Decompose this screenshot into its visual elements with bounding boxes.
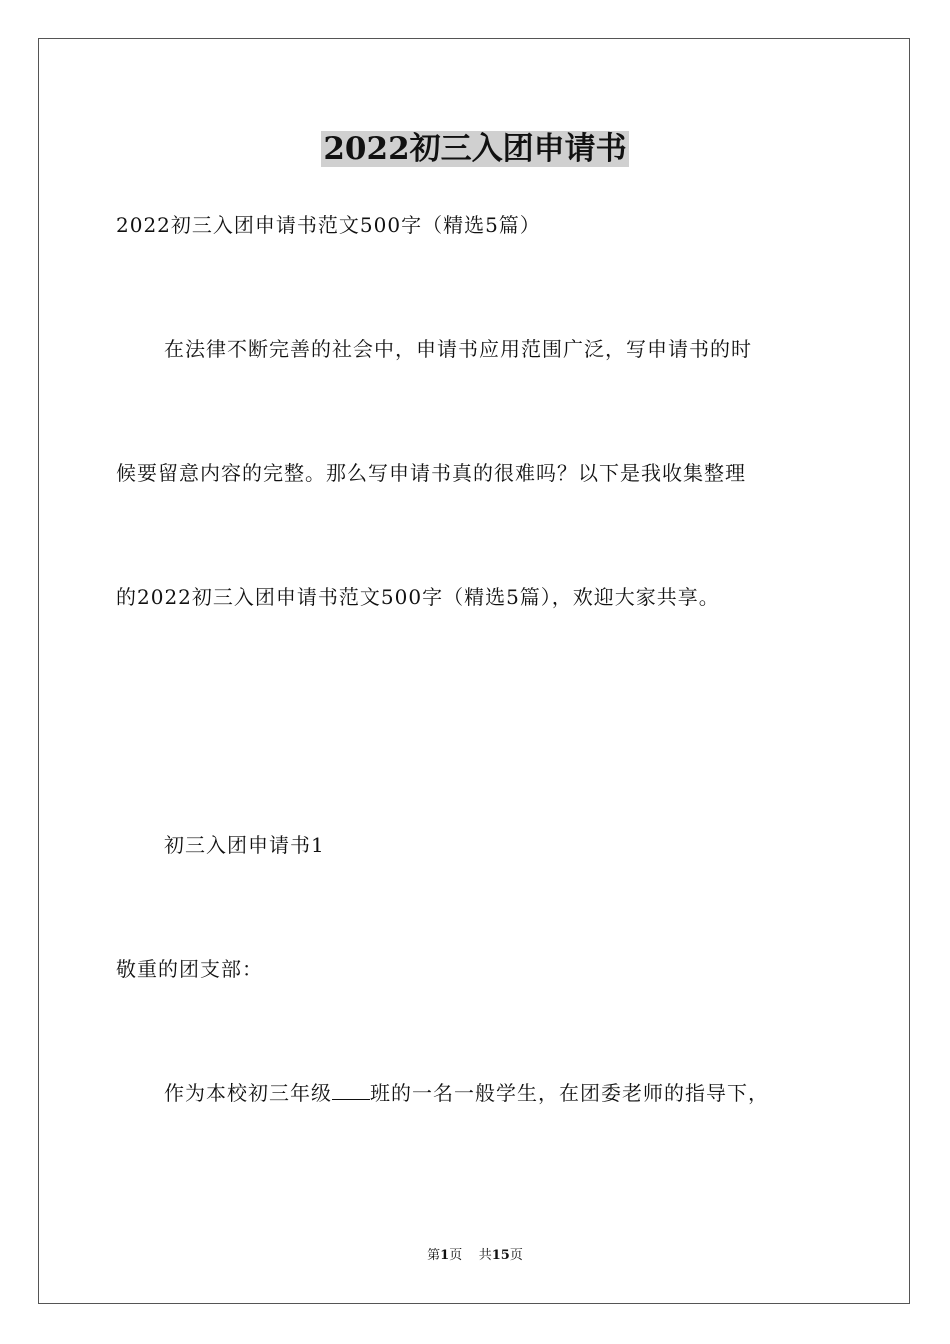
salutation: 敬重的团支部： xyxy=(116,957,263,981)
intro-line-2: 候要留意内容的完整。那么写申请书真的很难吗？以下是我收集整理 xyxy=(116,461,746,485)
intro-line-3: 的2022初三入团申请书范文500字（精选5篇），欢迎大家共享。 xyxy=(116,585,720,609)
footer-page-suffix: 页 xyxy=(449,1248,463,1263)
document-title-text: 2022初三入团申请书 xyxy=(323,131,627,167)
footer-total-prefix: 共 xyxy=(478,1248,492,1263)
footer-total-pages: 15 xyxy=(491,1248,510,1263)
document-title xyxy=(0,126,950,172)
intro-line-1: 在法律不断完善的社会中，申请书应用范围广泛，写申请书的时 xyxy=(164,337,752,361)
section-heading: 初三入团申请书1 xyxy=(164,833,325,857)
footer-page-prefix: 第 xyxy=(427,1248,441,1263)
document-subtitle: 2022初三入团申请书范文500字（精选5篇） xyxy=(116,213,541,237)
footer-total-suffix: 页 xyxy=(509,1248,523,1263)
body-text-end: 班的一名一般学生，在团委老师的指导下， xyxy=(370,1081,769,1105)
body-paragraph-line xyxy=(164,1078,769,1108)
class-number-blank xyxy=(332,1079,370,1100)
footer-page-number: 1 xyxy=(440,1248,450,1263)
page-footer xyxy=(0,1246,950,1266)
body-text-start: 作为本校初三年级 xyxy=(164,1081,332,1105)
